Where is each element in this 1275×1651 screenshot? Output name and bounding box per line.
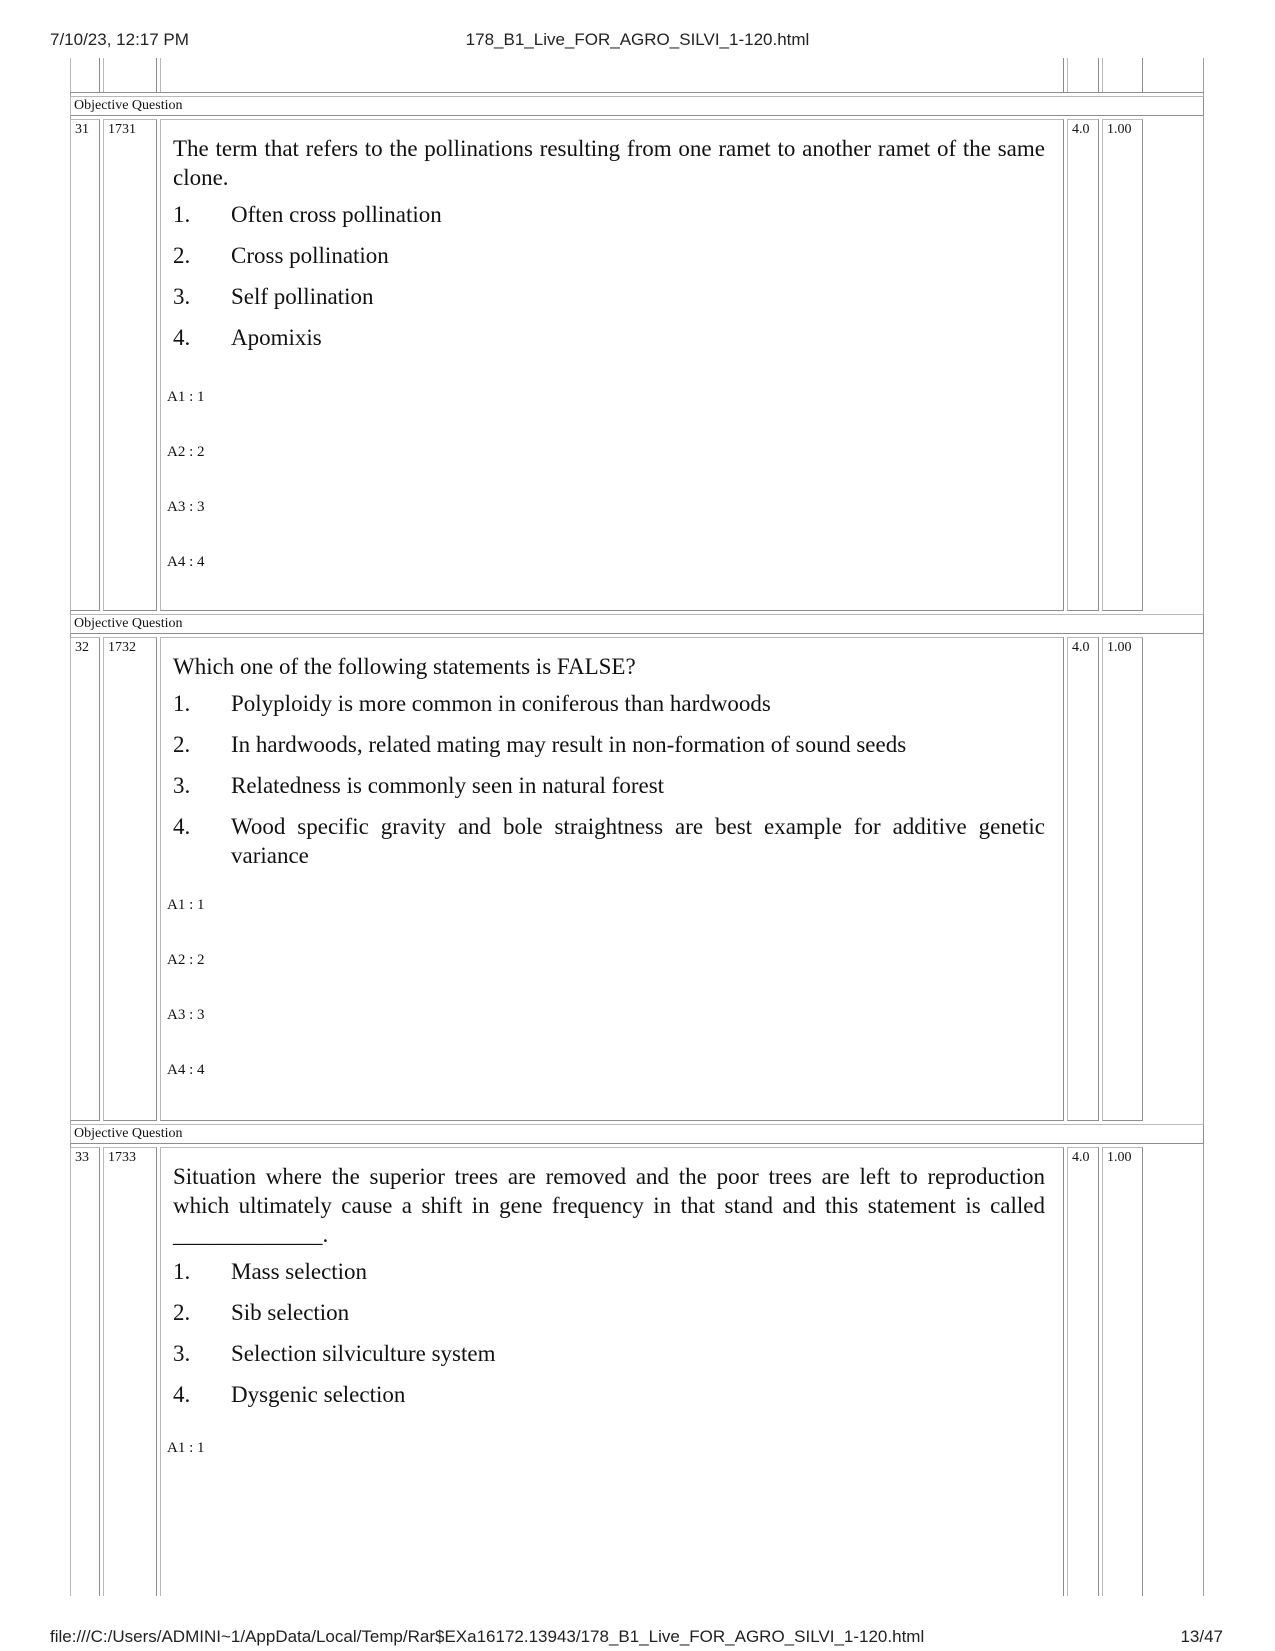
- id-cell: [103, 1147, 157, 1596]
- option-text: Polyploidy is more common in coniferous than hardwoods: [231, 691, 771, 716]
- id-cell: [103, 637, 157, 1121]
- section-label-text: Objective Question: [74, 98, 183, 113]
- table-right-border: [1203, 58, 1204, 1596]
- continued-marks-cell: [1067, 58, 1099, 92]
- option: [161, 1339, 1063, 1368]
- option-number: 4.: [173, 1382, 191, 1407]
- option: [161, 689, 1063, 718]
- option-number: 1.: [173, 202, 191, 227]
- option-number: 4.: [173, 325, 191, 350]
- option-number: 1.: [173, 1259, 191, 1284]
- section-label: [70, 614, 1204, 634]
- negative-marks-cell: [1102, 1147, 1143, 1596]
- answer-entry: A1 : 1: [167, 1440, 205, 1456]
- section-label: [70, 96, 1204, 116]
- serial-cell: [70, 1147, 100, 1596]
- option-text: Cross pollination: [231, 243, 389, 268]
- question-negative-marks: 1.00: [1107, 640, 1132, 655]
- answer-entry: A4 : 4: [167, 1062, 205, 1078]
- option-text: Wood specific gravity and bole straightness are best example for additive genetic variance: [231, 814, 1045, 868]
- option-text: Relatedness is commonly seen in natural forest: [231, 773, 665, 798]
- print-header: [0, 30, 1275, 52]
- question-text: The term that refers to the pollinations resulting from one ramet to another ramet of the same clone.: [173, 136, 1045, 190]
- print-datetime: 7/10/23, 12:17 PM: [50, 30, 189, 49]
- option-text: Selection silviculture system: [231, 1341, 496, 1366]
- option-text: Mass selection: [231, 1259, 368, 1284]
- question-negative-marks: 1.00: [1107, 122, 1132, 137]
- option-number: 3.: [173, 284, 191, 309]
- question-serial: 31: [75, 122, 89, 137]
- answer-list: [161, 1439, 1063, 1494]
- question-marks: 4.0: [1072, 122, 1090, 137]
- option: [161, 241, 1063, 270]
- question-text: Which one of the following statements is FALSE?: [173, 654, 636, 679]
- option-text: In hardwoods, related mating may result in non-formation of sound seeds: [231, 732, 907, 757]
- section-label-text: Objective Question: [74, 1126, 183, 1141]
- option-number: 2.: [173, 1300, 191, 1325]
- option-text: Often cross pollination: [231, 202, 442, 227]
- question-negative-marks: 1.00: [1107, 1150, 1132, 1165]
- section-label-text: Objective Question: [74, 616, 183, 631]
- option-number: 3.: [173, 1341, 191, 1366]
- continued-negative-cell: [1102, 58, 1143, 92]
- option-number: 3.: [173, 773, 191, 798]
- answer-entry: A4 : 4: [167, 554, 205, 570]
- answer-entry: A3 : 3: [167, 1007, 205, 1023]
- option: [161, 730, 1063, 759]
- option: [161, 771, 1063, 800]
- option-number: 2.: [173, 243, 191, 268]
- print-footer: [0, 1627, 1275, 1649]
- row-divider: [70, 92, 1204, 93]
- option-text: Dysgenic selection: [231, 1382, 406, 1407]
- serial-cell: [70, 637, 100, 1121]
- answer-entry: A2 : 2: [167, 952, 205, 968]
- continued-content-cell: [160, 58, 1064, 92]
- answer-entry: A1 : 1: [167, 897, 205, 913]
- option: [161, 812, 1063, 870]
- answer-list: [161, 896, 1063, 1116]
- answer-list: [161, 388, 1063, 608]
- id-cell: [103, 119, 157, 611]
- negative-marks-cell: [1102, 119, 1143, 611]
- option: [161, 200, 1063, 229]
- option-number: 1.: [173, 691, 191, 716]
- option-number: 2.: [173, 732, 191, 757]
- marks-cell: [1067, 637, 1099, 1121]
- option-text: Sib selection: [231, 1300, 350, 1325]
- print-page-number: 13/47: [1180, 1627, 1223, 1646]
- question-id: 1733: [108, 1150, 136, 1165]
- question-table: [70, 58, 1204, 1596]
- answer-entry: A2 : 2: [167, 444, 205, 460]
- question-id: 1731: [108, 122, 136, 137]
- continued-id-cell: [103, 58, 157, 92]
- question-serial: 32: [75, 640, 89, 655]
- continued-serial-cell: [70, 58, 100, 92]
- marks-cell: [1067, 1147, 1099, 1596]
- option-number: 4.: [173, 814, 191, 839]
- option: [161, 282, 1063, 311]
- question-content: [160, 119, 1064, 611]
- question-marks: 4.0: [1072, 1150, 1090, 1165]
- serial-cell: [70, 119, 100, 611]
- question-marks: 4.0: [1072, 640, 1090, 655]
- option-text: Self pollination: [231, 284, 374, 309]
- marks-cell: [1067, 119, 1099, 611]
- answer-entry: A3 : 3: [167, 499, 205, 515]
- option-text: Apomixis: [231, 325, 322, 350]
- section-label: [70, 1124, 1204, 1144]
- question-content: [160, 1147, 1064, 1596]
- option: [161, 323, 1063, 352]
- question-text: Situation where the superior trees are removed and the poor trees are left to reproduction which ultimately cause a shift in gene frequency in that stand and this statement is called _____________.: [173, 1164, 1045, 1247]
- print-file-path: file:///C:/Users/ADMINI~1/AppData/Local/Temp/Rar$EXa16172.13943/178_B1_Live_FOR_AGRO_SILVI_1-120.html: [50, 1627, 925, 1646]
- option: [161, 1298, 1063, 1327]
- option: [161, 1257, 1063, 1286]
- option: [161, 1380, 1063, 1409]
- question-serial: 33: [75, 1150, 89, 1165]
- answer-entry: A1 : 1: [167, 389, 205, 405]
- question-content: [160, 637, 1064, 1121]
- question-id: 1732: [108, 640, 136, 655]
- negative-marks-cell: [1102, 637, 1143, 1121]
- print-filename: 178_B1_Live_FOR_AGRO_SILVI_1-120.html: [465, 30, 810, 49]
